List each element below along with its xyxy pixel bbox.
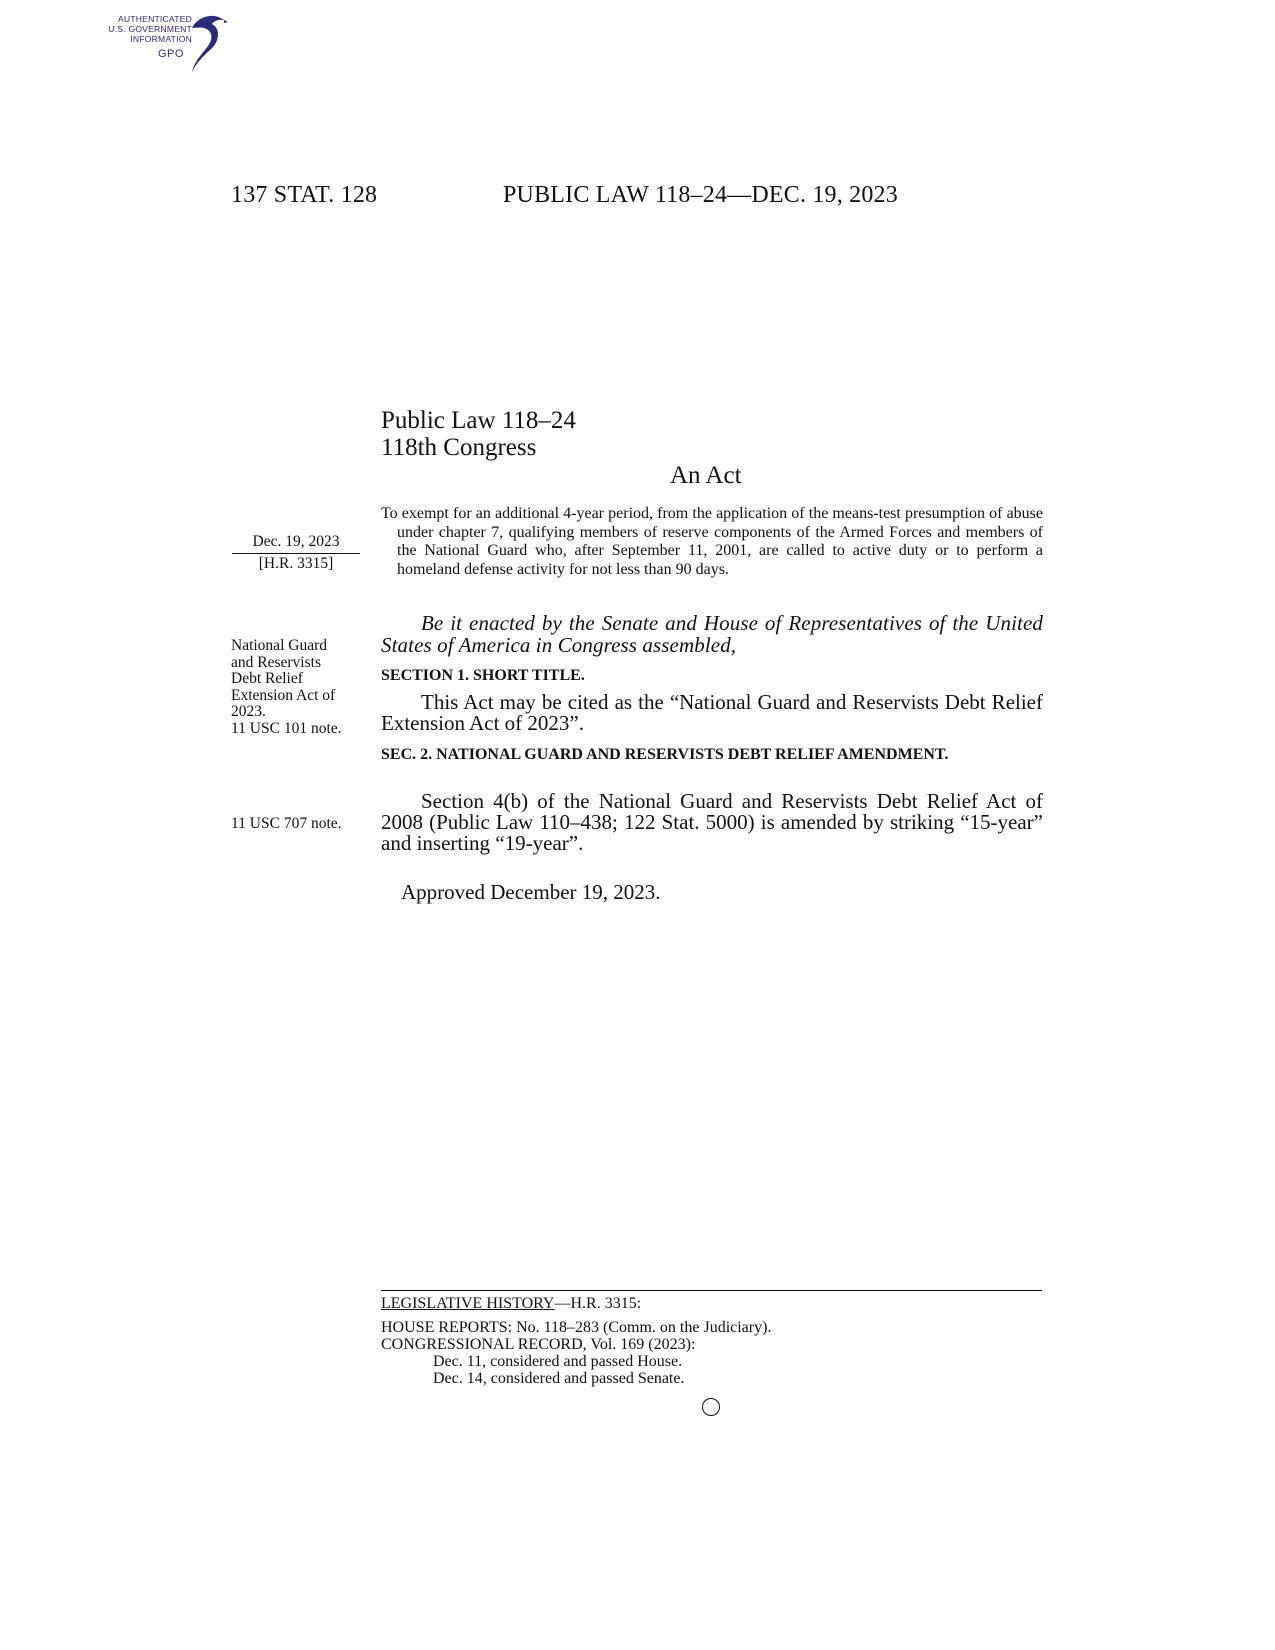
senate-action: Dec. 14, considered and passed Senate. <box>433 1370 685 1387</box>
logo-line-3: INFORMATION <box>130 34 192 44</box>
legislative-history-bill: —H.R. 3315: <box>554 1295 642 1312</box>
gpo-authentication-logo <box>92 10 232 76</box>
history-divider <box>381 1290 1042 1291</box>
section-2-heading-block <box>381 744 1043 765</box>
gpo-eagle-icon <box>184 10 230 76</box>
margin-note-line: and Reservists <box>231 653 321 671</box>
logo-line-2: U.S. GOVERNMENT <box>108 24 192 34</box>
public-law-number: Public Law 118–24 <box>381 407 576 434</box>
margin-bill-number: [H.R. 3315] <box>258 555 334 572</box>
purpose-text: To exempt for an additional 4-year period, from the application of the means-test presumption of abuse under chapter 7, qualifying members of reserve components of the Armed Forces and members of the National Guard who, after September 11, 2001, are called to active duty or to perform a homeland defense activity for not less than 90 days. <box>381 505 1043 579</box>
margin-short-title-note <box>231 638 371 737</box>
margin-note-line: 2023. <box>231 703 266 720</box>
approval-date: Approved December 19, 2023. <box>401 880 661 904</box>
running-head-title: PUBLIC LAW 118–24—DEC. 19, 2023 <box>503 182 898 208</box>
house-reports: HOUSE REPORTS: No. 118–283 (Comm. on the Judiciary). <box>381 1319 772 1336</box>
gpo-mark: GPO <box>158 48 184 60</box>
section-2-text: Section 4(b) of the National Guard and Reservists Debt Relief Act of 2008 (Public Law 110–438; 122 Stat. 5000) is amended by striking “15-year” and inserting “19-year”. <box>381 789 1043 855</box>
legislative-history-label: LEGISLATIVE HISTORY <box>381 1295 555 1312</box>
margin-usc-note-2: 11 USC 707 note. <box>231 815 342 832</box>
logo-text <box>92 14 192 44</box>
legislative-history-heading <box>381 1296 641 1313</box>
congress-number: 118th Congress <box>381 434 537 461</box>
section-1-heading: SECTION 1. SHORT TITLE. <box>381 667 585 684</box>
act-purpose <box>381 505 1043 580</box>
stat-citation: 137 STAT. 128 <box>231 182 378 208</box>
margin-note-line: National Guard <box>231 637 327 654</box>
margin-date: Dec. 19, 2023 <box>232 534 360 554</box>
end-mark-circle-icon <box>702 1398 720 1416</box>
logo-line-1: AUTHENTICATED <box>117 14 192 24</box>
section-1-text: This Act may be cited as the “National Guard and Reservists Debt Relief Extension Act of 2023”. <box>381 690 1043 735</box>
act-heading: An Act <box>670 462 742 489</box>
margin-usc-note-1: 11 USC 101 note. <box>231 719 342 737</box>
congressional-record: CONGRESSIONAL RECORD, Vol. 169 (2023): <box>381 1336 696 1353</box>
enacting-clause: Be it enacted by the Senate and House of Representatives of the United States of America in Congress assembled, <box>381 611 1043 657</box>
margin-note-line: Extension Act of <box>231 686 336 704</box>
house-action: Dec. 11, considered and passed House. <box>433 1353 683 1370</box>
margin-note-line: Debt Relief <box>231 670 303 687</box>
section-2-heading: SEC. 2. NATIONAL GUARD AND RESERVISTS DEBT RELIEF AMENDMENT. <box>381 746 949 763</box>
